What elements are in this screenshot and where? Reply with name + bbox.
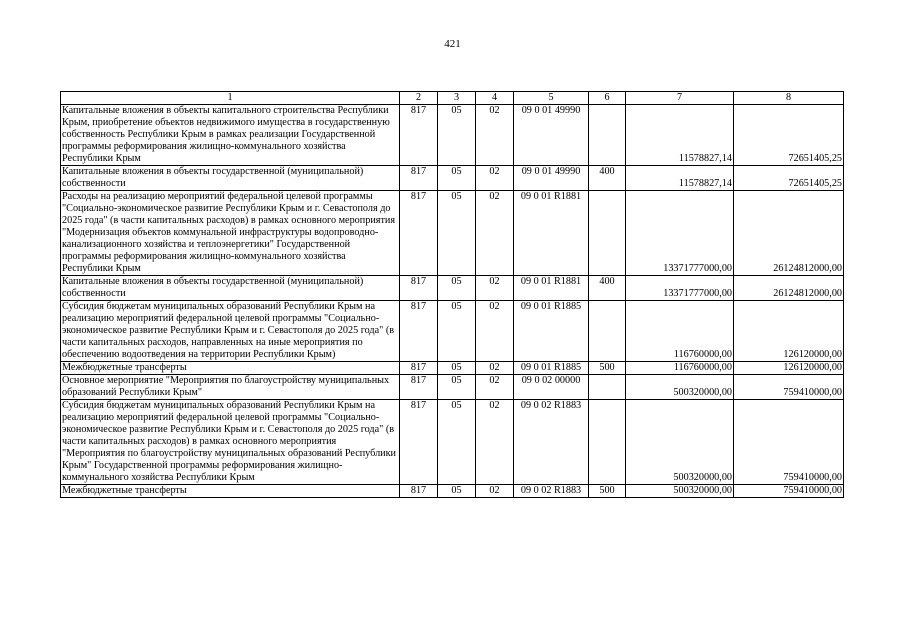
- row-expense-type-cell: 400: [589, 276, 626, 301]
- row-name-cell: Субсидия бюджетам муниципальных образований Республики Крым на реализацию мероприятий федеральной целевой программы "Социально-экономическое развитие Республики Крым и г. Севастополя до 2025 года" (в части капитальных расходов, направленных на иные мероприятия по обеспечению водоотведения на территории Республики Крым): [61, 301, 400, 362]
- row-name-cell: Субсидия бюджетам муниципальных образований Республики Крым на реализацию мероприятий федеральной целевой программы "Социально-экономическое развитие Республики Крым и г. Севастополя до 2025 года" (в части капитальных расходов) в рамках основного мероприятия "Мероприятия по благоустройству муниципальных образований Республики Крым" Государственной программы реформирования жилищно-коммунального хозяйства Республики Крым: [61, 400, 400, 485]
- row-subsection-cell: 02: [476, 301, 514, 362]
- table-row: [61, 105, 844, 166]
- row-expense-type-cell: 500: [589, 485, 626, 498]
- row-section-cell: 05: [438, 276, 476, 301]
- row-amount-year1-cell: 13371777000,00: [626, 276, 734, 301]
- row-subsection-cell: 02: [476, 166, 514, 191]
- table-row: [61, 276, 844, 301]
- row-target-article-cell: 09 0 02 R1883: [514, 485, 589, 498]
- row-expense-type-cell: [589, 375, 626, 400]
- column-header: 5: [514, 92, 589, 105]
- row-amount-year1-cell: 13371777000,00: [626, 191, 734, 276]
- row-section-cell: 05: [438, 191, 476, 276]
- row-section-cell: 05: [438, 375, 476, 400]
- row-amount-year2-cell: 759410000,00: [734, 400, 844, 485]
- row-expense-type-cell: [589, 400, 626, 485]
- table-row: [61, 191, 844, 276]
- row-expense-type-cell: [589, 105, 626, 166]
- row-ministry-code-cell: 817: [400, 485, 438, 498]
- row-name-cell: Капитальные вложения в объекты государственной (муниципальной) собственности: [61, 276, 400, 301]
- column-header: 4: [476, 92, 514, 105]
- row-amount-year2-cell: 72651405,25: [734, 166, 844, 191]
- row-expense-type-cell: 500: [589, 362, 626, 375]
- row-subsection-cell: 02: [476, 276, 514, 301]
- column-header: 8: [734, 92, 844, 105]
- column-header: 1: [61, 92, 400, 105]
- row-ministry-code-cell: 817: [400, 375, 438, 400]
- row-amount-year1-cell: 11578827,14: [626, 105, 734, 166]
- row-amount-year2-cell: 26124812000,00: [734, 276, 844, 301]
- row-expense-type-cell: [589, 301, 626, 362]
- row-target-article-cell: 09 0 01 R1881: [514, 276, 589, 301]
- row-ministry-code-cell: 817: [400, 105, 438, 166]
- row-target-article-cell: 09 0 01 R1885: [514, 362, 589, 375]
- row-ministry-code-cell: 817: [400, 301, 438, 362]
- row-expense-type-cell: 400: [589, 166, 626, 191]
- row-section-cell: 05: [438, 166, 476, 191]
- row-amount-year1-cell: 11578827,14: [626, 166, 734, 191]
- row-subsection-cell: 02: [476, 485, 514, 498]
- row-subsection-cell: 02: [476, 191, 514, 276]
- row-target-article-cell: 09 0 02 00000: [514, 375, 589, 400]
- row-section-cell: 05: [438, 362, 476, 375]
- column-header: 2: [400, 92, 438, 105]
- row-name-cell: Межбюджетные трансферты: [61, 362, 400, 375]
- column-header: 6: [589, 92, 626, 105]
- header-row: [61, 92, 844, 105]
- row-target-article-cell: 09 0 02 R1883: [514, 400, 589, 485]
- row-ministry-code-cell: 817: [400, 362, 438, 375]
- table-row: [61, 485, 844, 498]
- row-section-cell: 05: [438, 485, 476, 498]
- row-target-article-cell: 09 0 01 R1885: [514, 301, 589, 362]
- row-target-article-cell: 09 0 01 49990: [514, 166, 589, 191]
- row-amount-year1-cell: 116760000,00: [626, 362, 734, 375]
- row-amount-year2-cell: 126120000,00: [734, 301, 844, 362]
- row-name-cell: Расходы на реализацию мероприятий федеральной целевой программы "Социально-экономическое развитие Республики Крым и г. Севастополя до 2025 года" (в части капитальных расходов) в рамках основного мероприятия "Модернизация объектов коммунальной инфраструктуры водопроводно-канализационного хозяйства и теплоэнергетики" Государственной программы реформирования жилищно-коммунального хозяйства Республики Крым: [61, 191, 400, 276]
- row-name-cell: Капитальные вложения в объекты капитального строительства Республики Крым, приобретение объектов недвижимого имущества в государственную собственность Республики Крым в рамках реализации Государственной программы реформирования жилищно-коммунального хозяйства Республики Крым: [61, 105, 400, 166]
- table-row: [61, 375, 844, 400]
- row-amount-year1-cell: 500320000,00: [626, 375, 734, 400]
- row-name-cell: Основное мероприятие "Мероприятия по благоустройству муниципальных образований Республики Крым": [61, 375, 400, 400]
- row-target-article-cell: 09 0 01 49990: [514, 105, 589, 166]
- row-subsection-cell: 02: [476, 105, 514, 166]
- row-name-cell: Межбюджетные трансферты: [61, 485, 400, 498]
- table-row: [61, 400, 844, 485]
- row-amount-year1-cell: 500320000,00: [626, 485, 734, 498]
- row-amount-year1-cell: 500320000,00: [626, 400, 734, 485]
- row-ministry-code-cell: 817: [400, 276, 438, 301]
- row-ministry-code-cell: 817: [400, 191, 438, 276]
- row-amount-year2-cell: 759410000,00: [734, 485, 844, 498]
- row-section-cell: 05: [438, 400, 476, 485]
- column-header: 3: [438, 92, 476, 105]
- row-subsection-cell: 02: [476, 362, 514, 375]
- row-section-cell: 05: [438, 301, 476, 362]
- table-row: [61, 166, 844, 191]
- row-amount-year2-cell: 759410000,00: [734, 375, 844, 400]
- row-amount-year2-cell: 72651405,25: [734, 105, 844, 166]
- row-ministry-code-cell: 817: [400, 166, 438, 191]
- row-amount-year2-cell: 26124812000,00: [734, 191, 844, 276]
- row-ministry-code-cell: 817: [400, 400, 438, 485]
- column-header: 7: [626, 92, 734, 105]
- row-amount-year2-cell: 126120000,00: [734, 362, 844, 375]
- budget-table: [60, 91, 844, 498]
- page-number: 421: [444, 38, 461, 50]
- row-target-article-cell: 09 0 01 R1881: [514, 191, 589, 276]
- row-subsection-cell: 02: [476, 375, 514, 400]
- table-row: [61, 362, 844, 375]
- row-expense-type-cell: [589, 191, 626, 276]
- row-subsection-cell: 02: [476, 400, 514, 485]
- table-row: [61, 301, 844, 362]
- row-section-cell: 05: [438, 105, 476, 166]
- row-name-cell: Капитальные вложения в объекты государственной (муниципальной) собственности: [61, 166, 400, 191]
- row-amount-year1-cell: 116760000,00: [626, 301, 734, 362]
